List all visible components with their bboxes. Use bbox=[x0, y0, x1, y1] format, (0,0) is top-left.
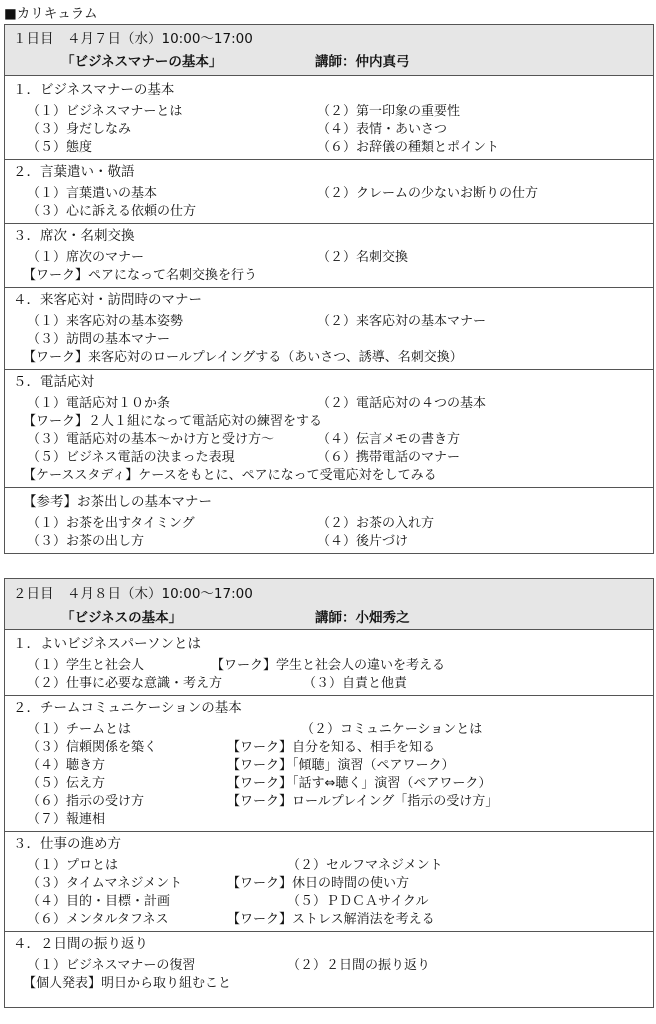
list-item: （４）目的・目標・計画 bbox=[27, 894, 171, 909]
divider bbox=[5, 223, 653, 224]
divider bbox=[5, 831, 653, 832]
day2-lecturer: 講師：小畑秀之 bbox=[315, 610, 410, 626]
day1-section-heading: ２．言葉遣い・敬語 bbox=[13, 164, 135, 180]
list-item: 【ワーク】ペアになって名刺交換を行う bbox=[23, 268, 258, 283]
list-item: （５）態度 bbox=[27, 140, 93, 155]
list-item: 【個人発表】明日から取り組むこと bbox=[23, 976, 232, 991]
list-item: （２）お茶の入れ方 bbox=[317, 516, 435, 531]
list-item: （３）お茶の出し方 bbox=[27, 534, 145, 549]
list-item: 【ワーク】ストレス解消法を考える bbox=[227, 912, 435, 927]
divider bbox=[5, 487, 653, 488]
day2-course-title: 「ビジネスの基本」 bbox=[61, 610, 183, 626]
list-item: （７）報連相 bbox=[27, 812, 106, 827]
list-item: 【ワーク】休日の時間の使い方 bbox=[227, 876, 410, 891]
day1-section-heading: ４．来客応対・訪問時のマナー bbox=[13, 292, 202, 308]
day2-section-heading: １．よいビジネスパーソンとは bbox=[13, 636, 202, 652]
list-item: （５）ＰＤＣＡサイクル bbox=[287, 894, 429, 909]
list-item: （２）仕事に必要な意識・考え方 bbox=[27, 676, 223, 691]
day1-section-heading: ５．電話応対 bbox=[13, 374, 94, 390]
day2-section-heading: ２．チームコミュニケーションの基本 bbox=[13, 700, 242, 716]
list-item: （３）信頼関係を築く bbox=[27, 740, 158, 755]
list-item: （２）名刺交換 bbox=[317, 250, 409, 265]
list-item: （２）来客応対の基本マナー bbox=[317, 314, 487, 329]
list-item: （１）学生と社会人 bbox=[27, 658, 145, 673]
list-item: （３）自責と他責 bbox=[303, 676, 408, 691]
list-item: （６）お辞儀の種類とポイント bbox=[317, 140, 500, 155]
list-item: （６）指示の受け方 bbox=[27, 794, 145, 809]
list-item: （１）ビジネスマナーとは bbox=[27, 104, 183, 119]
list-item: （１）言葉遣いの基本 bbox=[27, 186, 158, 201]
day2-date: ２日目 ４月８日（木）10:00～17:00 bbox=[13, 586, 253, 602]
list-item: （２）電話応対の４つの基本 bbox=[317, 396, 487, 411]
list-item: （３）訪問の基本マナー bbox=[27, 332, 171, 347]
list-item: 【ワーク】２人１組になって電話応対の練習をする bbox=[23, 414, 323, 429]
list-item: （１）電話応対１０か条 bbox=[27, 396, 171, 411]
list-item: 【ワーク】学生と社会人の違いを考える bbox=[211, 658, 446, 673]
list-item: （４）伝言メモの書き方 bbox=[317, 432, 461, 447]
day1-section-heading: １．ビジネスマナーの基本 bbox=[13, 82, 175, 98]
list-item: （２）コミュニケーションとは bbox=[301, 722, 483, 737]
list-item: 【ワーク】ロールプレイング「指示の受け方」 bbox=[227, 794, 499, 809]
day1-section-heading: 【参考】お茶出しの基本マナー bbox=[23, 494, 212, 510]
list-item: （２）クレームの少ないお断りの仕方 bbox=[317, 186, 539, 201]
list-item: （３）身だしなみ bbox=[27, 122, 132, 137]
list-item: 【ワーク】来客応対のロールプレイングする（あいさつ、誘導、名刺交換） bbox=[23, 350, 463, 365]
list-item: （６）携帯電話のマナー bbox=[317, 450, 461, 465]
list-item: （１）来客応対の基本姿勢 bbox=[27, 314, 184, 329]
list-item: （２）セルフマネジメント bbox=[287, 858, 443, 873]
list-item: 【ワーク】自分を知る、相手を知る bbox=[227, 740, 436, 755]
divider bbox=[5, 931, 653, 932]
list-item: （１）席次のマナー bbox=[27, 250, 145, 265]
day1-table bbox=[4, 24, 654, 554]
list-item: 【ワーク】「話す⇔聴く」演習（ペアワーク） bbox=[227, 776, 492, 791]
list-item: （４）表情・あいさつ bbox=[317, 122, 448, 137]
list-item: （１）ビジネスマナーの復習 bbox=[27, 958, 196, 973]
list-item: （１）プロとは bbox=[27, 858, 119, 873]
day1-section-heading: ３．席次・名刺交換 bbox=[13, 228, 135, 244]
day2-section-heading: ３．仕事の進め方 bbox=[13, 836, 121, 852]
divider bbox=[5, 287, 653, 288]
list-item: （１）お茶を出すタイミング bbox=[27, 516, 195, 531]
day1-course-title: 「ビジネスマナーの基本」 bbox=[61, 54, 223, 70]
list-item: （３）電話応対の基本～かけ方と受け方～ bbox=[27, 432, 275, 447]
list-item: 【ワーク】「傾聴」演習（ペアワーク） bbox=[227, 758, 455, 773]
list-item: （６）メンタルタフネス bbox=[27, 912, 169, 927]
day1-date: １日目 ４月７日（水）10:00～17:00 bbox=[13, 31, 253, 47]
list-item: （２）２日間の振り返り bbox=[287, 958, 431, 973]
day1-lecturer: 講師：仲内真弓 bbox=[315, 54, 410, 70]
list-item: （３）タイムマネジメント bbox=[27, 876, 183, 891]
day2-table bbox=[4, 578, 654, 1008]
list-item: （４）後片づけ bbox=[317, 534, 409, 549]
list-item: （４）聴き方 bbox=[27, 758, 106, 773]
divider bbox=[5, 159, 653, 160]
list-item: 【ケーススタディ】ケースをもとに、ペアになって受電応対をしてみる bbox=[23, 468, 437, 483]
divider bbox=[5, 695, 653, 696]
document-title: ■カリキュラム bbox=[4, 6, 98, 22]
divider bbox=[5, 369, 653, 370]
list-item: （３）心に訴える依頼の仕方 bbox=[27, 204, 197, 219]
list-item: （５）ビジネス電話の決まった表現 bbox=[27, 450, 235, 465]
day2-section-heading: ４．２日間の振り返り bbox=[13, 936, 148, 952]
list-item: （２）第一印象の重要性 bbox=[317, 104, 461, 119]
list-item: （１）チームとは bbox=[27, 722, 132, 737]
list-item: （５）伝え方 bbox=[27, 776, 106, 791]
